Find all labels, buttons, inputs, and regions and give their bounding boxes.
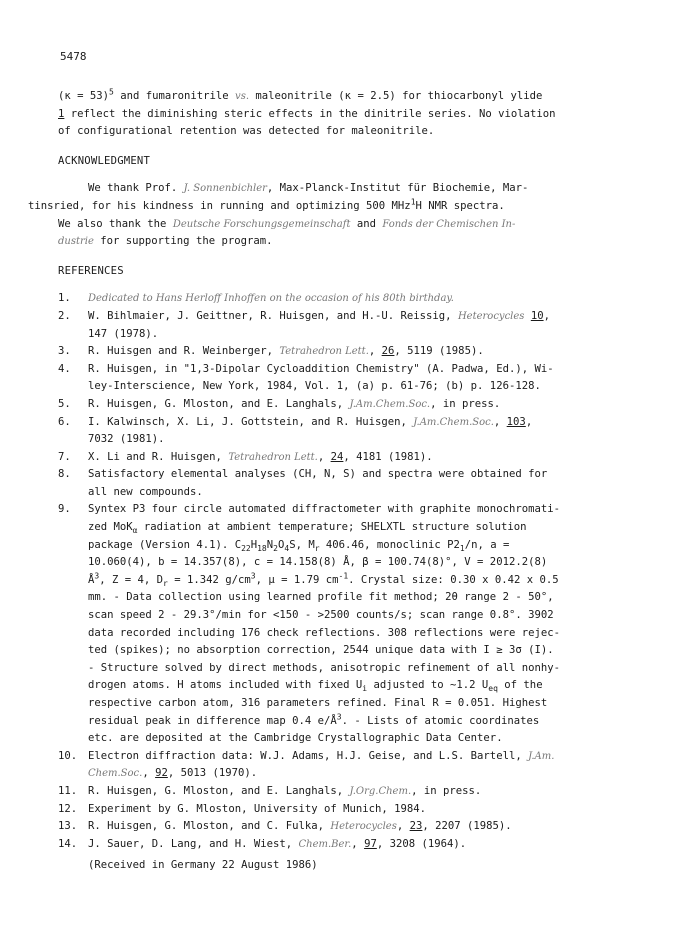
- reference-number: 3.: [58, 345, 71, 358]
- reference-item: [58, 343, 623, 361]
- intro-text: maleonitrile (κ = 2.5) for thiocarbonyl ylide: [249, 90, 543, 102]
- volume: 24: [330, 450, 344, 463]
- nmr-superscript: 1: [410, 197, 416, 207]
- reference-citation: , 5013 (1970).: [167, 767, 258, 780]
- reference-number: 1.: [58, 292, 71, 305]
- reference-punct: ,: [368, 345, 382, 358]
- crystal-text: = 1.342 g/cm: [167, 573, 251, 586]
- reference-item: [58, 308, 623, 343]
- reference-number: 10.: [58, 749, 78, 762]
- reference-item: [58, 783, 623, 801]
- crystal-text: . Crystal size: 0.30 x 0.42 x 0.5: [348, 573, 559, 586]
- crystal-text: S, M: [289, 538, 315, 551]
- acknowledgment-paragraph: [28, 180, 623, 250]
- reference-text: ley-Interscience, New York, 1984, Vol. 1, (a) p. 61-76; (b) p. 126-128.: [88, 380, 541, 393]
- ref-superscript: 5: [109, 87, 114, 97]
- subscript: 22: [241, 543, 251, 553]
- volume: 92: [155, 767, 168, 780]
- ack-italic: Fonds der Chemischen In-: [382, 218, 516, 230]
- crystal-text: of the: [497, 679, 543, 692]
- page-number: 5478: [60, 50, 87, 63]
- journal-name: Heterocycles: [457, 310, 525, 322]
- reference-authors: I. Kalwinsch, X. Li, J. Gottstein, and R. Huisgen,: [88, 415, 414, 428]
- journal-name: Chem.Soc.: [88, 768, 143, 780]
- crystal-text: radiation at ambient temperature; SHELXTL structure solution: [137, 521, 527, 534]
- reference-citation: , in press.: [411, 784, 482, 797]
- reference-punct: ,: [351, 837, 365, 850]
- reference-text: R. Huisgen, in "1,3-Dipolar Cycloaddition Chemistry" (A. Padwa, Ed.), Wi-: [88, 362, 554, 375]
- subscript: i: [362, 684, 368, 694]
- references-heading: REFERENCES: [58, 264, 124, 277]
- journal-name: Tetrahedron Lett.: [228, 451, 318, 463]
- reference-item: [58, 449, 623, 467]
- journal-name: J.Am.Chem.Soc.: [413, 416, 494, 428]
- reference-punct: ,: [396, 820, 410, 833]
- journal-name: Heterocycles: [330, 821, 397, 833]
- journal-name: Tetrahedron Lett.: [279, 346, 369, 358]
- journal-name: J.Org.Chem.: [349, 785, 412, 797]
- volume: 97: [364, 837, 377, 850]
- reference-punct: ,: [525, 415, 533, 428]
- reference-text: Satisfactory elemental analyses (CH, N, S) and spectra were obtained for: [88, 468, 548, 481]
- intro-text: and fumaronitrile: [113, 90, 236, 102]
- ack-line: [28, 216, 515, 234]
- subscript: 18: [257, 543, 267, 553]
- crystal-text: O: [277, 538, 285, 551]
- reference-citation: , 4181 (1981).: [343, 450, 433, 463]
- reference-citation: 7032 (1981).: [88, 433, 165, 446]
- journal-name: J.Am.: [528, 750, 555, 762]
- volume: 10: [530, 309, 544, 322]
- crystal-text: N: [266, 538, 274, 551]
- reference-punct: ,: [543, 309, 550, 322]
- reference-item: [58, 836, 623, 854]
- reference-item: [58, 818, 623, 836]
- reference-text: all new compounds.: [88, 485, 203, 498]
- reference-number: 4.: [58, 362, 71, 375]
- ack-line: [28, 233, 272, 251]
- crystal-text: adjusted to ~1.2 U: [367, 679, 489, 692]
- reference-number: 5.: [58, 397, 71, 410]
- subscript: 2: [273, 543, 278, 553]
- reference-number: 2.: [58, 309, 71, 322]
- reference-authors: Electron diffraction data: W.J. Adams, H.J. Geise, and L.S. Bartell,: [88, 749, 529, 762]
- crystal-text: respective carbon atom, 316 parameters refined. Final R = 0.051. Highest: [88, 697, 548, 709]
- compound-number: 1: [58, 107, 65, 120]
- reference-item: [58, 361, 623, 396]
- intro-text: (κ = 53): [58, 90, 110, 102]
- subscript: r: [163, 578, 168, 588]
- reference-authors: R. Huisgen, G. Mloston, and E. Langhals,: [88, 784, 350, 797]
- reference-number: 9.: [58, 503, 71, 516]
- crystal-text: , Z = 4, D: [99, 573, 163, 586]
- reference-authors: R. Huisgen, G. Mloston, and C. Fulka,: [88, 820, 331, 833]
- subscript: eq: [488, 684, 498, 694]
- acknowledgment-heading: ACKNOWLEDGMENT: [58, 154, 151, 167]
- superscript: 3: [336, 712, 342, 722]
- intro-text: of configurational retention was detected for maleonitrile.: [58, 125, 435, 138]
- journal-name: Chem.Ber.: [298, 838, 352, 850]
- reference-authors: J. Sauer, D. Lang, and H. Wiest,: [88, 837, 299, 850]
- ack-text: tinsried, for his kindness in running and optimizing 500 MHz: [28, 199, 411, 212]
- subscript: α: [132, 526, 138, 536]
- references-list: [58, 290, 623, 853]
- reference-item: [58, 466, 623, 501]
- reference-citation: 147 (1978).: [88, 327, 159, 340]
- reference-citation: , 2207 (1985).: [422, 820, 512, 833]
- crystal-text: , μ = 1.79 cm: [255, 573, 339, 586]
- reference-punct: ,: [142, 767, 156, 780]
- reference-number: 12.: [58, 802, 78, 815]
- intro-italic: vs.: [235, 91, 250, 102]
- reference-number: 8.: [58, 468, 71, 481]
- reference-number: 7.: [58, 450, 71, 463]
- reference-item: [58, 801, 623, 819]
- ack-italic: dustrie: [58, 236, 94, 248]
- crystal-text: etc. are deposited at the Cambridge Crystallographic Data Center.: [88, 732, 503, 745]
- crystal-text: H: [250, 538, 258, 551]
- ack-text: We also thank the: [58, 217, 173, 230]
- intro-text: reflect the diminishing steric effects in the dinitrile series. No violation: [64, 107, 556, 120]
- ack-text: H NMR spectra.: [415, 199, 505, 212]
- reference-number: 6.: [58, 415, 71, 428]
- volume: 103: [506, 415, 526, 428]
- subscript: 4: [284, 543, 290, 553]
- reference-item: [58, 748, 623, 783]
- reference-punct: ,: [493, 415, 507, 428]
- reference-authors: R. Huisgen, G. Mloston, and E. Langhals,: [88, 397, 350, 410]
- reference-authors: R. Huisgen and R. Weinberger,: [88, 345, 280, 358]
- volume: 23: [409, 820, 423, 833]
- crystal-text: Syntex P3 four circle automated diffractometer with graphite monochromati-: [88, 503, 560, 516]
- superscript: -1: [338, 571, 349, 581]
- crystal-text: 406.46, monoclinic P2: [319, 538, 460, 551]
- reference-punct: ,: [317, 450, 331, 463]
- reference-citation: , in press.: [430, 397, 501, 410]
- volume: 26: [381, 345, 395, 358]
- crystal-text: ted (spikes); no absorption correction, 2544 unique data with I ≥ 3σ (I).: [88, 644, 554, 657]
- crystal-text: - Structure solved by direct methods, anisotropic refinement of all nonhy-: [88, 661, 560, 674]
- reference-item: [58, 501, 623, 747]
- reference-authors: W. Bihlmaier, J. Geittner, R. Huisgen, and H.-U. Reissig,: [88, 309, 458, 322]
- reference-number: 13.: [58, 820, 78, 833]
- reference-authors: X. Li and R. Huisgen,: [88, 450, 229, 463]
- subscript: r: [314, 543, 320, 553]
- reference-citation: , 3208 (1964).: [376, 837, 467, 850]
- ack-text: for supporting the program.: [93, 235, 273, 248]
- reference-italic: Dedicated to Hans Herloff Inhoffen on the occasion of his 80th birthday.: [88, 293, 454, 305]
- received-date: (Received in Germany 22 August 1986): [88, 859, 318, 872]
- crystal-text: zed MoK: [88, 521, 133, 534]
- crystal-text: residual peak in difference map 0.4 e/Å: [88, 714, 337, 727]
- ack-text: and: [350, 217, 383, 230]
- crystal-text: scan speed 2 - 29.3°/min for <150 - >2500 counts/s; scan range 0.8°. 3902: [88, 609, 554, 622]
- crystal-text: package (Version 4.1). C: [88, 538, 242, 551]
- ack-italic: J. Sonnenbichler: [183, 183, 267, 195]
- crystal-text: Å: [88, 573, 95, 586]
- reference-item: [58, 290, 623, 308]
- crystal-text: 10.060(4), b = 14.357(8), c = 14.158(8) Å, β = 100.74(8)°, V = 2012.2(8): [88, 556, 548, 569]
- superscript: 3: [250, 571, 256, 581]
- article-body: [28, 87, 623, 875]
- crystal-text: drogen atoms. H atoms included with fixed U: [88, 679, 363, 692]
- intro-paragraph: [58, 88, 623, 141]
- ack-text: We thank Prof.: [88, 182, 184, 195]
- journal-name: J.Am.Chem.Soc.: [349, 398, 431, 410]
- subscript: 1: [459, 543, 465, 553]
- reference-number: 11.: [58, 784, 78, 797]
- ack-text: , Max-Planck-Institut für Biochemie, Mar-: [266, 182, 529, 195]
- ack-italic: Deutsche Forschungsgemeinschaft: [172, 218, 351, 230]
- crystal-text: mm. - Data collection using learned profile fit method; 2θ range 2 - 50°,: [88, 591, 554, 604]
- reference-text: Experiment by G. Mloston, University of Munich, 1984.: [88, 802, 427, 815]
- reference-number: 14.: [58, 837, 78, 850]
- crystal-text: data recorded including 176 check reflections. 308 reflections were rejec-: [88, 626, 560, 639]
- reference-item: [58, 396, 623, 414]
- crystal-text: /n, a =: [464, 538, 510, 551]
- crystal-text: . - Lists of atomic coordinates: [341, 714, 540, 727]
- superscript: 3: [94, 571, 100, 581]
- reference-item: [58, 414, 623, 449]
- reference-citation: , 5119 (1985).: [394, 345, 484, 358]
